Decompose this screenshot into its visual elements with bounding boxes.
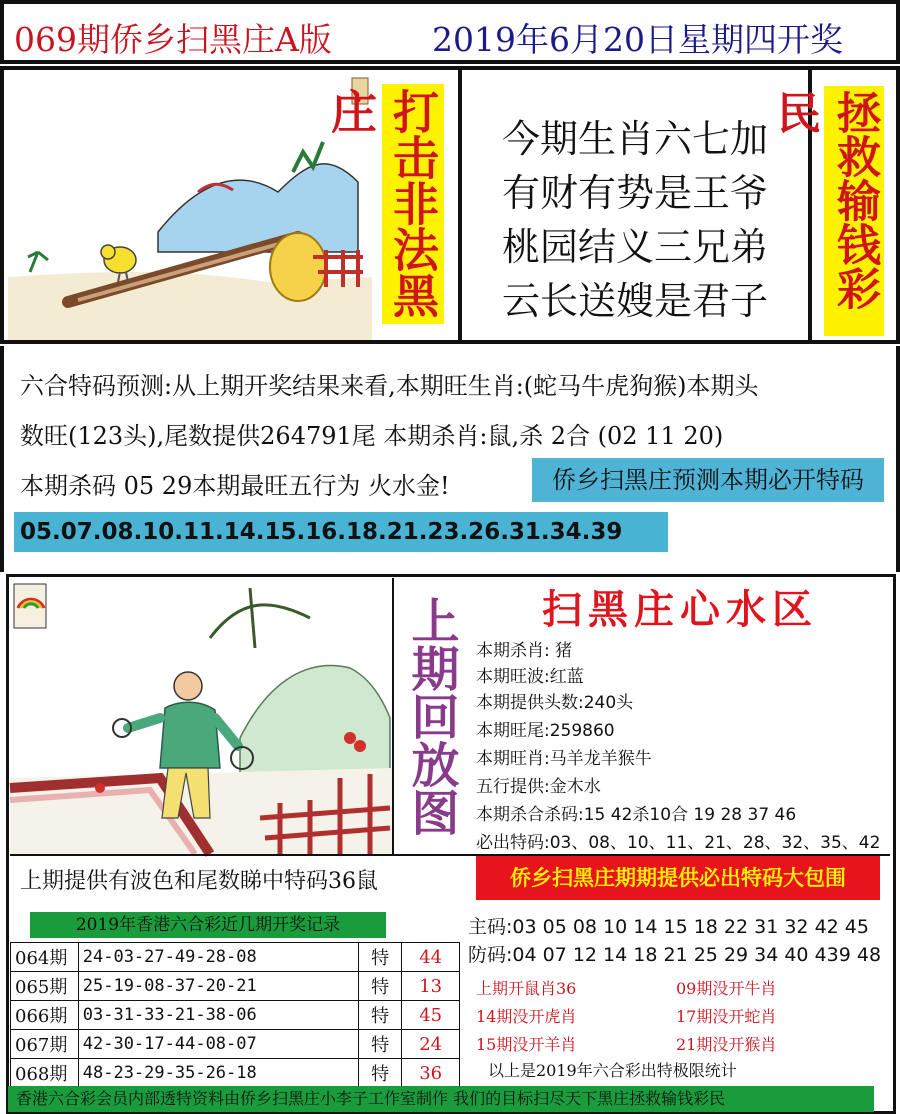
- history-table: [10, 942, 460, 1088]
- header-banner: [0, 0, 900, 64]
- stat-item: 上期开鼠肖36: [476, 979, 577, 998]
- footer-banner: 香港六合彩会员内部透特资料由侨乡扫黑庄小李子工作室制作 我们的目标扫尽天下黑庄拯救输钱彩民: [8, 1086, 874, 1112]
- review-item: 本期提供头数:240头: [476, 693, 634, 713]
- history-draw: 03-31-33-21-38-06: [78, 1001, 358, 1030]
- history-special: 24: [402, 1030, 460, 1059]
- main-code: 主码:03 05 08 10 14 15 18 22 31 32 42 45: [468, 916, 869, 938]
- history-te: 特: [358, 943, 401, 972]
- header-title-blue: 2019年6月20日星期四开奖: [432, 20, 843, 59]
- brand-heading: 扫黑庄心水区: [542, 586, 818, 633]
- last-review-title: 上期回放图: [403, 596, 459, 836]
- history-te: 特: [358, 1030, 401, 1059]
- last-hit-hint: 上期提供有波色和尾数睇中特码36鼠: [20, 869, 378, 894]
- history-draw: 48-23-29-35-26-18: [78, 1059, 358, 1088]
- stat-item: 09期没开牛肖: [676, 979, 777, 998]
- history-period: 064期: [11, 943, 79, 972]
- must-open-label: 侨乡扫黑庄预测本期必开特码: [532, 458, 884, 502]
- review-item: 本期杀合杀码:15 42杀10合 19 28 37 46: [476, 805, 797, 825]
- review-item: 本期杀肖: 猪: [476, 641, 573, 661]
- history-draw: 25-19-08-37-20-21: [78, 972, 358, 1001]
- poem-line: 今期生肖六七加: [501, 117, 768, 161]
- header-title-red: 069期侨乡扫黑庄A版: [14, 20, 332, 59]
- last-draw-illustration: [10, 578, 392, 854]
- review-item: 本期旺肖:马羊龙羊猴牛: [476, 749, 652, 769]
- stat-item: 14期没开虎肖: [476, 1007, 577, 1026]
- stat-item: 21期没开猴肖: [676, 1035, 777, 1054]
- review-item: 必出特码:03、08、10、11、21、28、32、35、42: [476, 833, 881, 853]
- poem-box: [458, 70, 812, 340]
- stat-item: 17期没开蛇肖: [676, 1007, 777, 1026]
- prediction-line-1: 六合特码预测:从上期开奖结果来看,本期旺生肖:(蛇马牛虎狗猴)本期头: [20, 372, 759, 400]
- history-draw: 42-30-17-44-08-07: [78, 1030, 358, 1059]
- review-item: 本期旺尾:259860: [476, 721, 615, 741]
- prediction-line-3: 本期杀码 05 29本期最旺五行为 火水金!: [20, 472, 450, 500]
- slogan-save-players: 拯救输钱彩民: [824, 86, 884, 336]
- history-special: 36: [402, 1059, 460, 1088]
- table-row: [11, 1059, 460, 1088]
- history-special: 44: [402, 943, 460, 972]
- history-te: 特: [358, 972, 401, 1001]
- big-pack-banner: 侨乡扫黑庄期期提供必出特码大包围: [476, 856, 880, 900]
- stats-summary: 以上是2019年六合彩出特极限统计: [488, 1061, 737, 1080]
- stat-item: 15期没开羊肖: [476, 1035, 577, 1054]
- illustration-man-rings: [10, 578, 394, 854]
- history-special: 45: [402, 1001, 460, 1030]
- must-open-numbers: 05.07.08.10.11.14.15.16.18.21.23.26.31.34.39: [14, 512, 668, 552]
- table-row: [11, 972, 460, 1001]
- prediction-line-2: 数旺(123头),尾数提供264791尾 本期杀肖:鼠,杀 2合 (02 11 20): [20, 422, 724, 450]
- defense-code: 防码:04 07 12 14 18 21 25 29 34 40 439 48: [468, 944, 882, 966]
- history-period: 066期: [11, 1001, 79, 1030]
- history-draw: 24-03-27-49-28-08: [78, 943, 358, 972]
- history-special: 13: [402, 972, 460, 1001]
- illustration-chick-seesaw: [8, 72, 372, 340]
- table-row: [11, 1001, 460, 1030]
- slogan-fight-illegal: 打击非法黑庄: [382, 84, 444, 324]
- poem-line: 桃园结义三兄弟: [501, 225, 768, 269]
- review-item: 本期旺波:红蓝: [476, 667, 584, 687]
- table-row: [11, 943, 460, 972]
- history-title: 2019年香港六合彩近几期开奖记录: [30, 912, 386, 938]
- poem-line: 云长送嫂是君子: [501, 279, 768, 323]
- review-item: 五行提供:金木水: [476, 777, 601, 797]
- poem-line: 有财有势是王爷: [501, 171, 768, 215]
- history-period: 065期: [11, 972, 79, 1001]
- seesaw-illustration: [8, 72, 372, 340]
- history-period: 068期: [11, 1059, 79, 1088]
- table-row: [11, 1030, 460, 1059]
- history-te: 特: [358, 1059, 401, 1088]
- history-period: 067期: [11, 1030, 79, 1059]
- history-te: 特: [358, 1001, 401, 1030]
